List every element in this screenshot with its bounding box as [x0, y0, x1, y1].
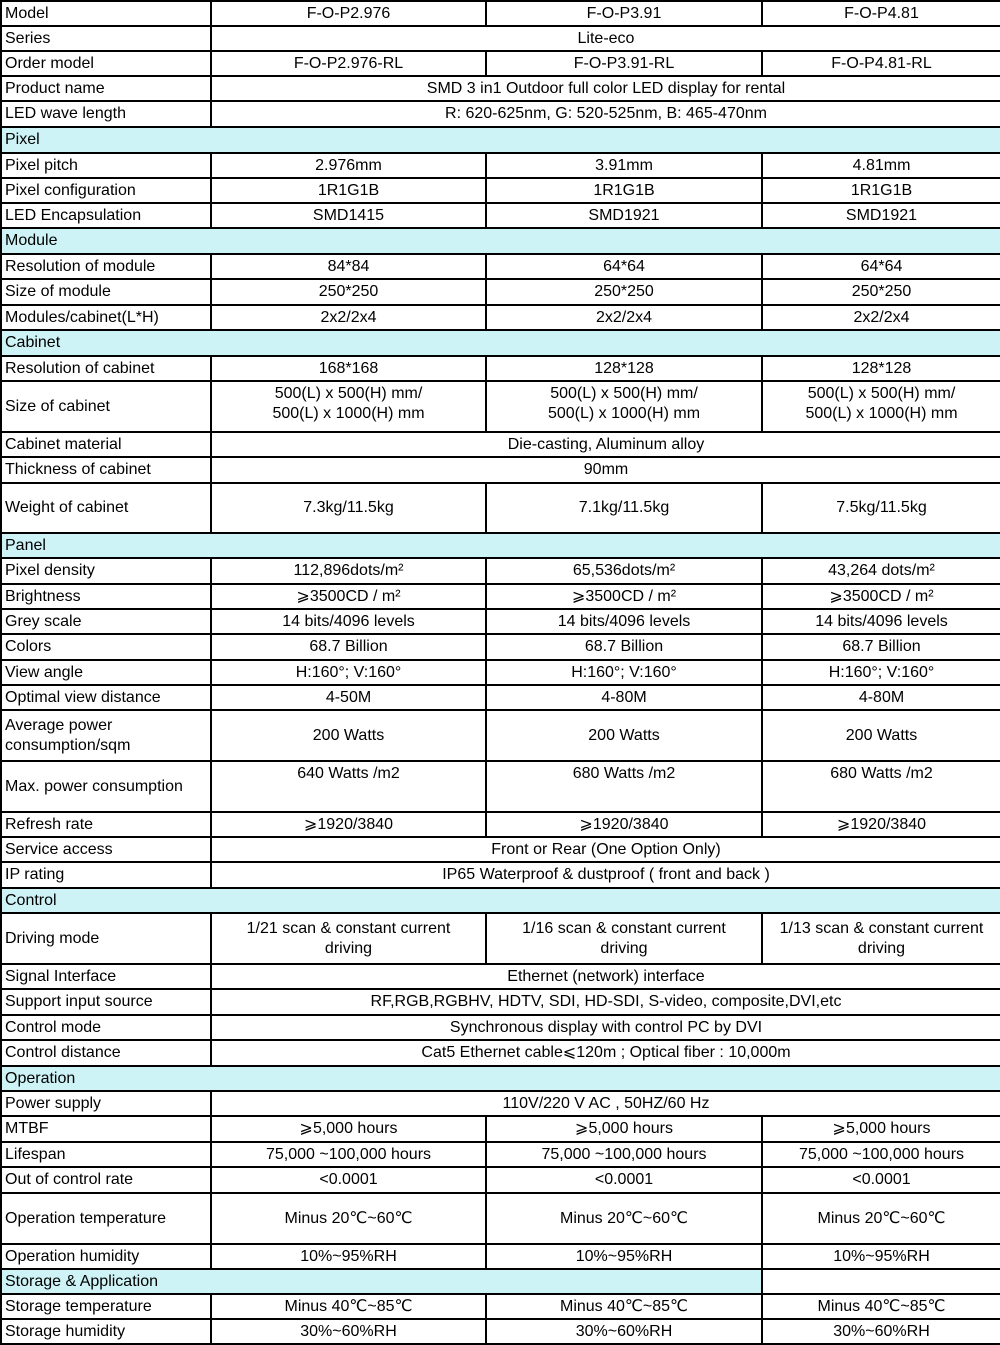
spec-row-mtbf	[1, 1116, 1000, 1142]
spec-value: 1/16 scan & constant current driving	[486, 913, 762, 964]
section-module	[1, 228, 1000, 254]
spec-value: R: 620-625nm, G: 520-525nm, B: 465-470nm	[211, 101, 1000, 127]
section-control	[1, 888, 1000, 913]
spec-label: Control distance	[1, 1040, 211, 1066]
spec-label: Operation humidity	[1, 1244, 211, 1269]
spec-value: <0.0001	[762, 1167, 1000, 1193]
spec-value: ⩾3500CD / m²	[211, 584, 486, 609]
spec-label: Lifespan	[1, 1142, 211, 1167]
spec-value: 75,000 ~100,000 hours	[211, 1142, 486, 1167]
spec-value: 680 Watts /m2	[486, 761, 762, 812]
spec-value: H:160°; V:160°	[762, 660, 1000, 685]
spec-value: SMD1415	[211, 203, 486, 228]
spec-row-average-power-consumption-sqm	[1, 710, 1000, 761]
spec-row-signal-interface	[1, 964, 1000, 989]
spec-row-weight-of-cabinet	[1, 483, 1000, 533]
spec-row-out-of-control-rate	[1, 1167, 1000, 1193]
spec-value: 168*168	[211, 356, 486, 381]
spec-row-pixel-density	[1, 558, 1000, 584]
spec-value: 250*250	[762, 279, 1000, 305]
spec-label: Power supply	[1, 1091, 211, 1116]
spec-row-led-encapsulation	[1, 203, 1000, 228]
spec-value: 75,000 ~100,000 hours	[762, 1142, 1000, 1167]
spec-row-resolution-of-cabinet	[1, 356, 1000, 381]
spec-value: 110V/220 V AC , 50HZ/60 Hz	[211, 1091, 1000, 1116]
spec-value: 7.1kg/11.5kg	[486, 483, 762, 533]
spec-row-view-angle	[1, 660, 1000, 685]
spec-value: F-O-P2.976-RL	[211, 51, 486, 76]
section-storage-application	[1, 1269, 1000, 1294]
spec-row-ip-rating	[1, 862, 1000, 888]
spec-value: Minus 40℃~85℃	[762, 1294, 1000, 1319]
spec-value: ⩾5,000 hours	[762, 1116, 1000, 1142]
spec-label: Pixel density	[1, 558, 211, 584]
spec-row-brightness	[1, 584, 1000, 609]
spec-row-operation-temperature	[1, 1193, 1000, 1244]
spec-label: Support input source	[1, 989, 211, 1015]
spec-value: Minus 40℃~85℃	[211, 1294, 486, 1319]
spec-label: Order model	[1, 51, 211, 76]
spec-value: 14 bits/4096 levels	[486, 609, 762, 634]
spec-row-pixel-pitch	[1, 153, 1000, 178]
spec-value: 128*128	[762, 356, 1000, 381]
spec-label: Out of control rate	[1, 1167, 211, 1193]
spec-value: 128*128	[486, 356, 762, 381]
spec-label: Size of module	[1, 279, 211, 305]
spec-label: Storage temperature	[1, 1294, 211, 1319]
spec-value: F-O-P3.91	[486, 1, 762, 26]
spec-table-body	[1, 1, 1000, 1344]
spec-label: LED wave length	[1, 101, 211, 127]
spec-label: MTBF	[1, 1116, 211, 1142]
spec-label: Pixel pitch	[1, 153, 211, 178]
spec-row-refresh-rate	[1, 812, 1000, 837]
spec-row-driving-mode	[1, 913, 1000, 964]
spec-label: Max. power consumption	[1, 761, 211, 812]
spec-label: Model	[1, 1, 211, 26]
spec-value: 64*64	[486, 254, 762, 279]
spec-row-order-model	[1, 51, 1000, 76]
spec-label: Grey scale	[1, 609, 211, 634]
spec-value: SMD1921	[762, 203, 1000, 228]
spec-value: 200 Watts	[211, 710, 486, 761]
spec-row-storage-humidity	[1, 1319, 1000, 1344]
section-header: Panel	[1, 533, 1000, 558]
spec-value: 90mm	[211, 457, 1000, 483]
spec-label: Service access	[1, 837, 211, 862]
spec-value: F-O-P3.91-RL	[486, 51, 762, 76]
spec-value: F-O-P4.81	[762, 1, 1000, 26]
spec-value: Minus 20℃~60℃	[486, 1193, 762, 1244]
spec-row-led-wave-length	[1, 101, 1000, 127]
spec-value: SMD 3 in1 Outdoor full color LED display for rental	[211, 76, 1000, 101]
spec-value: IP65 Waterproof & dustproof ( front and back )	[211, 862, 1000, 888]
spec-value: 250*250	[211, 279, 486, 305]
spec-row-control-mode	[1, 1015, 1000, 1040]
spec-value: 68.7 Billion	[486, 634, 762, 660]
spec-row-modules-cabinet-l-h	[1, 305, 1000, 330]
spec-row-size-of-cabinet	[1, 381, 1000, 432]
spec-row-max-power-consumption	[1, 761, 1000, 812]
spec-value: 500(L) x 500(H) mm/ 500(L) x 1000(H) mm	[211, 381, 486, 432]
spec-value: 2.976mm	[211, 153, 486, 178]
spec-value: 10%~95%RH	[211, 1244, 486, 1269]
spec-value: 1/13 scan & constant current driving	[762, 913, 1000, 964]
spec-value: 84*84	[211, 254, 486, 279]
spec-label: Series	[1, 26, 211, 51]
section-cabinet	[1, 330, 1000, 356]
spec-value: ⩾5,000 hours	[486, 1116, 762, 1142]
spec-row-pixel-configuration	[1, 178, 1000, 203]
section-panel	[1, 533, 1000, 558]
spec-value: Cat5 Ethernet cable⩽120m ; Optical fiber : 10,000m	[211, 1040, 1000, 1066]
spec-value: <0.0001	[211, 1167, 486, 1193]
spec-value: 7.5kg/11.5kg	[762, 483, 1000, 533]
spec-value: Die-casting, Aluminum alloy	[211, 432, 1000, 457]
spec-value: ⩾5,000 hours	[211, 1116, 486, 1142]
spec-value: 65,536dots/m²	[486, 558, 762, 584]
spec-value: 43,264 dots/m²	[762, 558, 1000, 584]
spec-value: ⩾3500CD / m²	[762, 584, 1000, 609]
spec-label: Size of cabinet	[1, 381, 211, 432]
spec-label: Resolution of cabinet	[1, 356, 211, 381]
spec-row-series	[1, 26, 1000, 51]
spec-value: ⩾1920/3840	[762, 812, 1000, 837]
spec-row-lifespan	[1, 1142, 1000, 1167]
spec-value: 14 bits/4096 levels	[211, 609, 486, 634]
spec-value: 2x2/2x4	[762, 305, 1000, 330]
spec-value: 1R1G1B	[762, 178, 1000, 203]
section-blank-cell	[762, 1269, 1000, 1294]
spec-value: 500(L) x 500(H) mm/ 500(L) x 1000(H) mm	[486, 381, 762, 432]
spec-value: 4-80M	[486, 685, 762, 710]
spec-value: 2x2/2x4	[211, 305, 486, 330]
spec-row-thickness-of-cabinet	[1, 457, 1000, 483]
spec-label: LED Encapsulation	[1, 203, 211, 228]
spec-value: ⩾1920/3840	[486, 812, 762, 837]
spec-row-support-input-source	[1, 989, 1000, 1015]
spec-value: 14 bits/4096 levels	[762, 609, 1000, 634]
spec-value: Ethernet (network) interface	[211, 964, 1000, 989]
section-header: Module	[1, 228, 1000, 254]
spec-value: Front or Rear (One Option Only)	[211, 837, 1000, 862]
spec-value: 30%~60%RH	[211, 1319, 486, 1344]
spec-label: Storage humidity	[1, 1319, 211, 1344]
spec-row-model	[1, 1, 1000, 26]
spec-row-power-supply	[1, 1091, 1000, 1116]
spec-value: 1R1G1B	[486, 178, 762, 203]
spec-row-product-name	[1, 76, 1000, 101]
spec-value: 680 Watts /m2	[762, 761, 1000, 812]
spec-label: Modules/cabinet(L*H)	[1, 305, 211, 330]
spec-row-optimal-view-distance	[1, 685, 1000, 710]
spec-label: Refresh rate	[1, 812, 211, 837]
spec-label: IP rating	[1, 862, 211, 888]
spec-row-size-of-module	[1, 279, 1000, 305]
spec-label: Optimal view distance	[1, 685, 211, 710]
spec-value: 1/21 scan & constant current driving	[211, 913, 486, 964]
spec-row-colors	[1, 634, 1000, 660]
spec-value: H:160°; V:160°	[211, 660, 486, 685]
spec-row-cabinet-material	[1, 432, 1000, 457]
spec-label: Operation temperature	[1, 1193, 211, 1244]
section-header: Operation	[1, 1066, 1000, 1091]
section-header: Pixel	[1, 127, 1000, 153]
section-header: Cabinet	[1, 330, 1000, 356]
spec-value: 4.81mm	[762, 153, 1000, 178]
spec-value: SMD1921	[486, 203, 762, 228]
section-pixel	[1, 127, 1000, 153]
spec-label: Colors	[1, 634, 211, 660]
section-header: Storage & Application	[1, 1269, 762, 1294]
spec-value: F-O-P4.81-RL	[762, 51, 1000, 76]
spec-value: 200 Watts	[486, 710, 762, 761]
spec-row-service-access	[1, 837, 1000, 862]
spec-value: 4-80M	[762, 685, 1000, 710]
spec-value: 640 Watts /m2	[211, 761, 486, 812]
spec-value: 4-50M	[211, 685, 486, 710]
spec-value: 3.91mm	[486, 153, 762, 178]
spec-value: Lite-eco	[211, 26, 1000, 51]
spec-label: Product name	[1, 76, 211, 101]
spec-value: 30%~60%RH	[486, 1319, 762, 1344]
spec-value: 112,896dots/m²	[211, 558, 486, 584]
spec-label: Pixel configuration	[1, 178, 211, 203]
spec-label: Driving mode	[1, 913, 211, 964]
spec-value: 68.7 Billion	[762, 634, 1000, 660]
spec-label: Thickness of cabinet	[1, 457, 211, 483]
spec-value: <0.0001	[486, 1167, 762, 1193]
spec-label: Average power consumption/sqm	[1, 710, 211, 761]
spec-value: Minus 20℃~60℃	[211, 1193, 486, 1244]
spec-label: View angle	[1, 660, 211, 685]
section-header: Control	[1, 888, 1000, 913]
spec-value: H:160°; V:160°	[486, 660, 762, 685]
spec-value: 2x2/2x4	[486, 305, 762, 330]
spec-value: ⩾1920/3840	[211, 812, 486, 837]
spec-value: 68.7 Billion	[211, 634, 486, 660]
spec-label: Weight of cabinet	[1, 483, 211, 533]
spec-value: 1R1G1B	[211, 178, 486, 203]
spec-value: Synchronous display with control PC by DVI	[211, 1015, 1000, 1040]
spec-row-operation-humidity	[1, 1244, 1000, 1269]
spec-value: Minus 40℃~85℃	[486, 1294, 762, 1319]
section-operation	[1, 1066, 1000, 1091]
spec-value: 7.3kg/11.5kg	[211, 483, 486, 533]
spec-label: Cabinet material	[1, 432, 211, 457]
spec-value: ⩾3500CD / m²	[486, 584, 762, 609]
spec-value: 200 Watts	[762, 710, 1000, 761]
spec-value: F-O-P2.976	[211, 1, 486, 26]
spec-value: 10%~95%RH	[486, 1244, 762, 1269]
spec-value: 10%~95%RH	[762, 1244, 1000, 1269]
spec-value: Minus 20℃~60℃	[762, 1193, 1000, 1244]
spec-value: 250*250	[486, 279, 762, 305]
spec-value: RF,RGB,RGBHV, HDTV, SDI, HD-SDI, S-video, composite,DVI,etc	[211, 989, 1000, 1015]
spec-row-resolution-of-module	[1, 254, 1000, 279]
spec-value: 500(L) x 500(H) mm/ 500(L) x 1000(H) mm	[762, 381, 1000, 432]
spec-label: Control mode	[1, 1015, 211, 1040]
spec-row-storage-temperature	[1, 1294, 1000, 1319]
spec-row-control-distance	[1, 1040, 1000, 1066]
spec-value: 30%~60%RH	[762, 1319, 1000, 1344]
spec-row-grey-scale	[1, 609, 1000, 634]
spec-value: 75,000 ~100,000 hours	[486, 1142, 762, 1167]
spec-value: 64*64	[762, 254, 1000, 279]
spec-label: Brightness	[1, 584, 211, 609]
spec-label: Signal Interface	[1, 964, 211, 989]
spec-label: Resolution of module	[1, 254, 211, 279]
